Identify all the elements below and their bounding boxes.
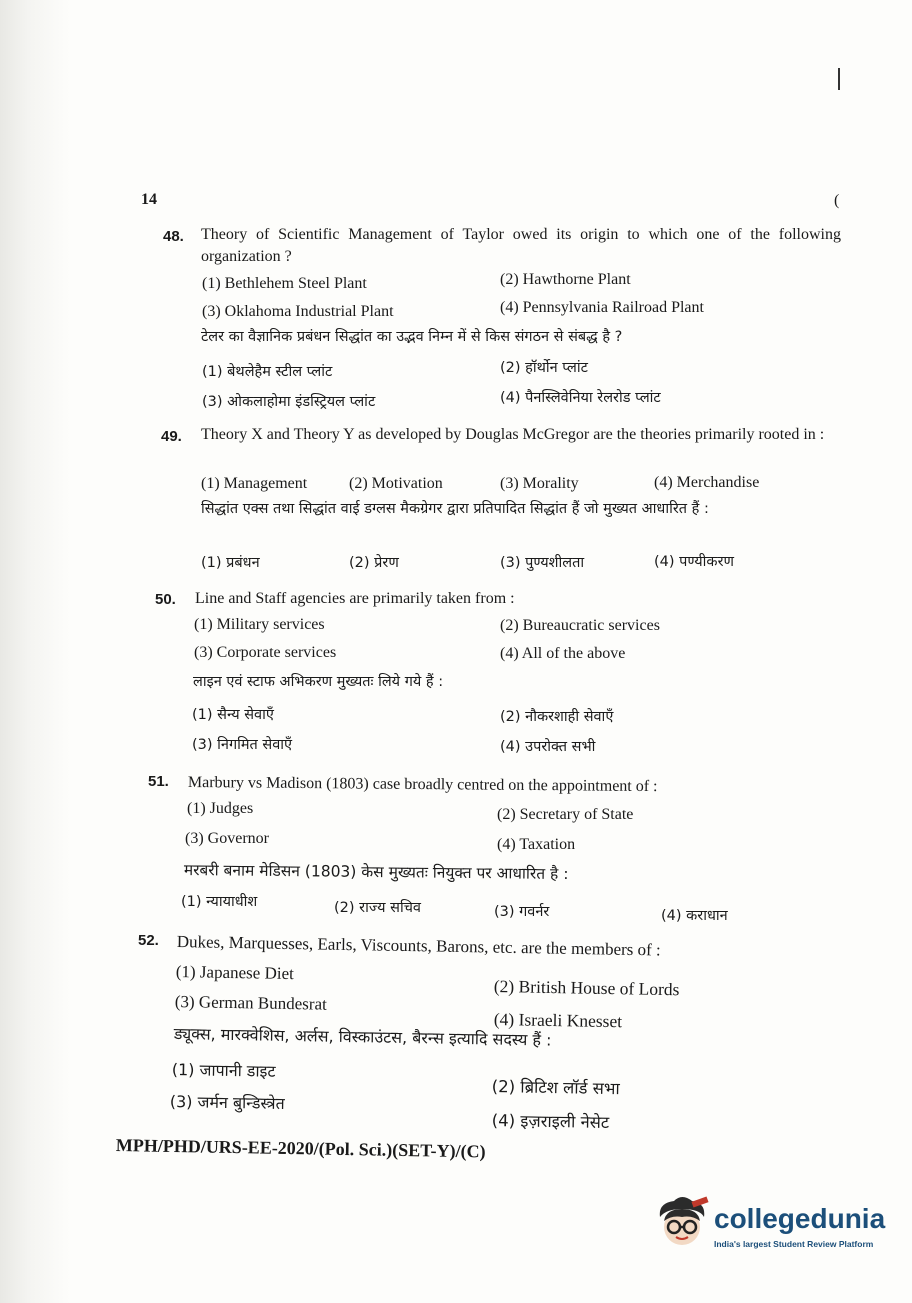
collegedunia-logo	[652, 1195, 886, 1265]
option-hi: (3) गवर्नर	[494, 904, 550, 920]
question-text-en: Theory of Scientific Management of Taylor owed its origin to which one of the following organization ?	[201, 226, 841, 265]
option-hi: (2) हॉर्थोन प्लांट	[500, 360, 588, 376]
logo-tagline: India's largest Student Review Platform	[714, 1239, 874, 1249]
option-en: (4) Pennsylvania Railroad Plant	[500, 299, 704, 316]
question-text-hi: लाइन एवं स्टाफ अभिकरण मुख्यतः लिये गये हैं :	[193, 674, 444, 690]
logo-wordmark: collegedunia	[714, 1203, 886, 1234]
option-hi: (1) न्यायाधीश	[181, 894, 258, 910]
option-en: (4) Israeli Knesset	[493, 1009, 623, 1032]
question-number: 48.	[163, 228, 184, 245]
question-text-en: Line and Staff agencies are primarily taken from :	[195, 590, 515, 607]
question-text-en: Dukes, Marquesses, Earls, Viscounts, Barons, etc. are the members of :	[176, 931, 661, 960]
option-en: (4) All of the above	[500, 645, 626, 662]
option-hi: (1) जापानी डाइट	[171, 1059, 276, 1081]
question-text-en: Marbury vs Madison (1803) case broadly centred on the appointment of :	[187, 773, 658, 796]
question-text-hi: टेलर का वैज्ञानिक प्रबंधन सिद्धांत का उद्भव निम्न में से किस संगठन से संबद्ध है ?	[201, 329, 623, 345]
option-en: (3) Corporate services	[194, 644, 337, 661]
option-hi: (2) नौकरशाही सेवाएँ	[500, 709, 614, 725]
option-en: (2) Secretary of State	[497, 806, 634, 823]
question-text-hi: सिद्धांत एक्स तथा सिद्धांत वाई डग्लस मैकग्रेगर द्वारा प्रतिपादित सिद्धांत हैं जो मुख्यत आधारित हैं :	[201, 501, 709, 517]
option-hi: (4) पण्यीकरण	[654, 554, 734, 570]
option-en: (1) Military services	[194, 616, 325, 633]
option-en: (3) Governor	[185, 830, 269, 847]
question-text-hi: ड्यूक्स, मारक्वेशिस, अर्लस, विस्काउंटस, बैरन्स इत्यादि सदस्य हैं :	[173, 1023, 552, 1050]
question-number: 52.	[138, 932, 159, 949]
option-hi: (2) राज्य सचिव	[334, 900, 421, 916]
option-en: (3) German Bundesrat	[174, 992, 327, 1014]
paper-code-footer: MPH/PHD/URS-EE-2020/(Pol. Sci.)(SET-Y)/(C)	[115, 1135, 486, 1162]
option-en: (2) Bureaucratic services	[500, 617, 660, 634]
option-hi: (3) ओकलाहोमा इंडस्ट्रियल प्लांट	[202, 394, 376, 410]
option-hi: (1) बेथलेहैम स्टील प्लांट	[202, 364, 333, 380]
option-hi: (1) सैन्य सेवाएँ	[192, 707, 274, 723]
option-hi: (3) पुण्यशीलता	[500, 555, 585, 571]
option-en: (1) Judges	[187, 800, 254, 817]
option-en: (3) Oklahoma Industrial Plant	[202, 303, 394, 320]
option-en: (1) Japanese Diet	[175, 962, 294, 984]
question-text-en: Theory X and Theory Y as developed by Douglas McGregor are the theories primarily rooted in :	[201, 426, 825, 443]
option-hi: (2) प्रेरण	[349, 555, 399, 571]
question-text-hi: मरबरी बनाम मेडिसन (1803) केस मुख्यतः नियुक्त पर आधारित है :	[183, 860, 569, 884]
option-en: (2) Motivation	[349, 475, 443, 492]
option-en: (3) Morality	[500, 475, 579, 492]
option-hi: (4) उपरोक्त सभी	[500, 739, 596, 755]
option-hi: (4) पैनस्लिवेनिया रेलरोड प्लांट	[500, 390, 661, 406]
option-hi: (4) कराधान	[661, 908, 728, 924]
option-hi: (3) जर्मन बुन्डिस्त्रेत	[169, 1091, 285, 1114]
option-en: (2) British House of Lords	[493, 976, 680, 1000]
question-number: 51.	[148, 773, 169, 790]
option-hi: (3) निगमित सेवाएँ	[192, 737, 293, 753]
question-number: 50.	[155, 591, 176, 608]
page-number: 14	[141, 191, 157, 208]
option-en: (2) Hawthorne Plant	[500, 271, 631, 288]
scan-mark	[838, 68, 840, 90]
corner-mark: (	[834, 192, 840, 209]
mascot-icon	[652, 1195, 712, 1257]
option-en: (1) Management	[201, 475, 308, 492]
option-en: (4) Taxation	[497, 836, 576, 853]
option-hi: (4) इज़राइली नेसेट	[491, 1110, 610, 1133]
option-en: (1) Bethlehem Steel Plant	[202, 275, 367, 292]
option-hi: (2) ब्रिटिश लॉर्ड सभा	[491, 1076, 620, 1099]
option-hi: (1) प्रबंधन	[201, 555, 260, 571]
question-number: 49.	[161, 428, 182, 445]
option-en: (4) Merchandise	[654, 474, 760, 491]
scan-edge-shadow	[0, 0, 70, 1303]
